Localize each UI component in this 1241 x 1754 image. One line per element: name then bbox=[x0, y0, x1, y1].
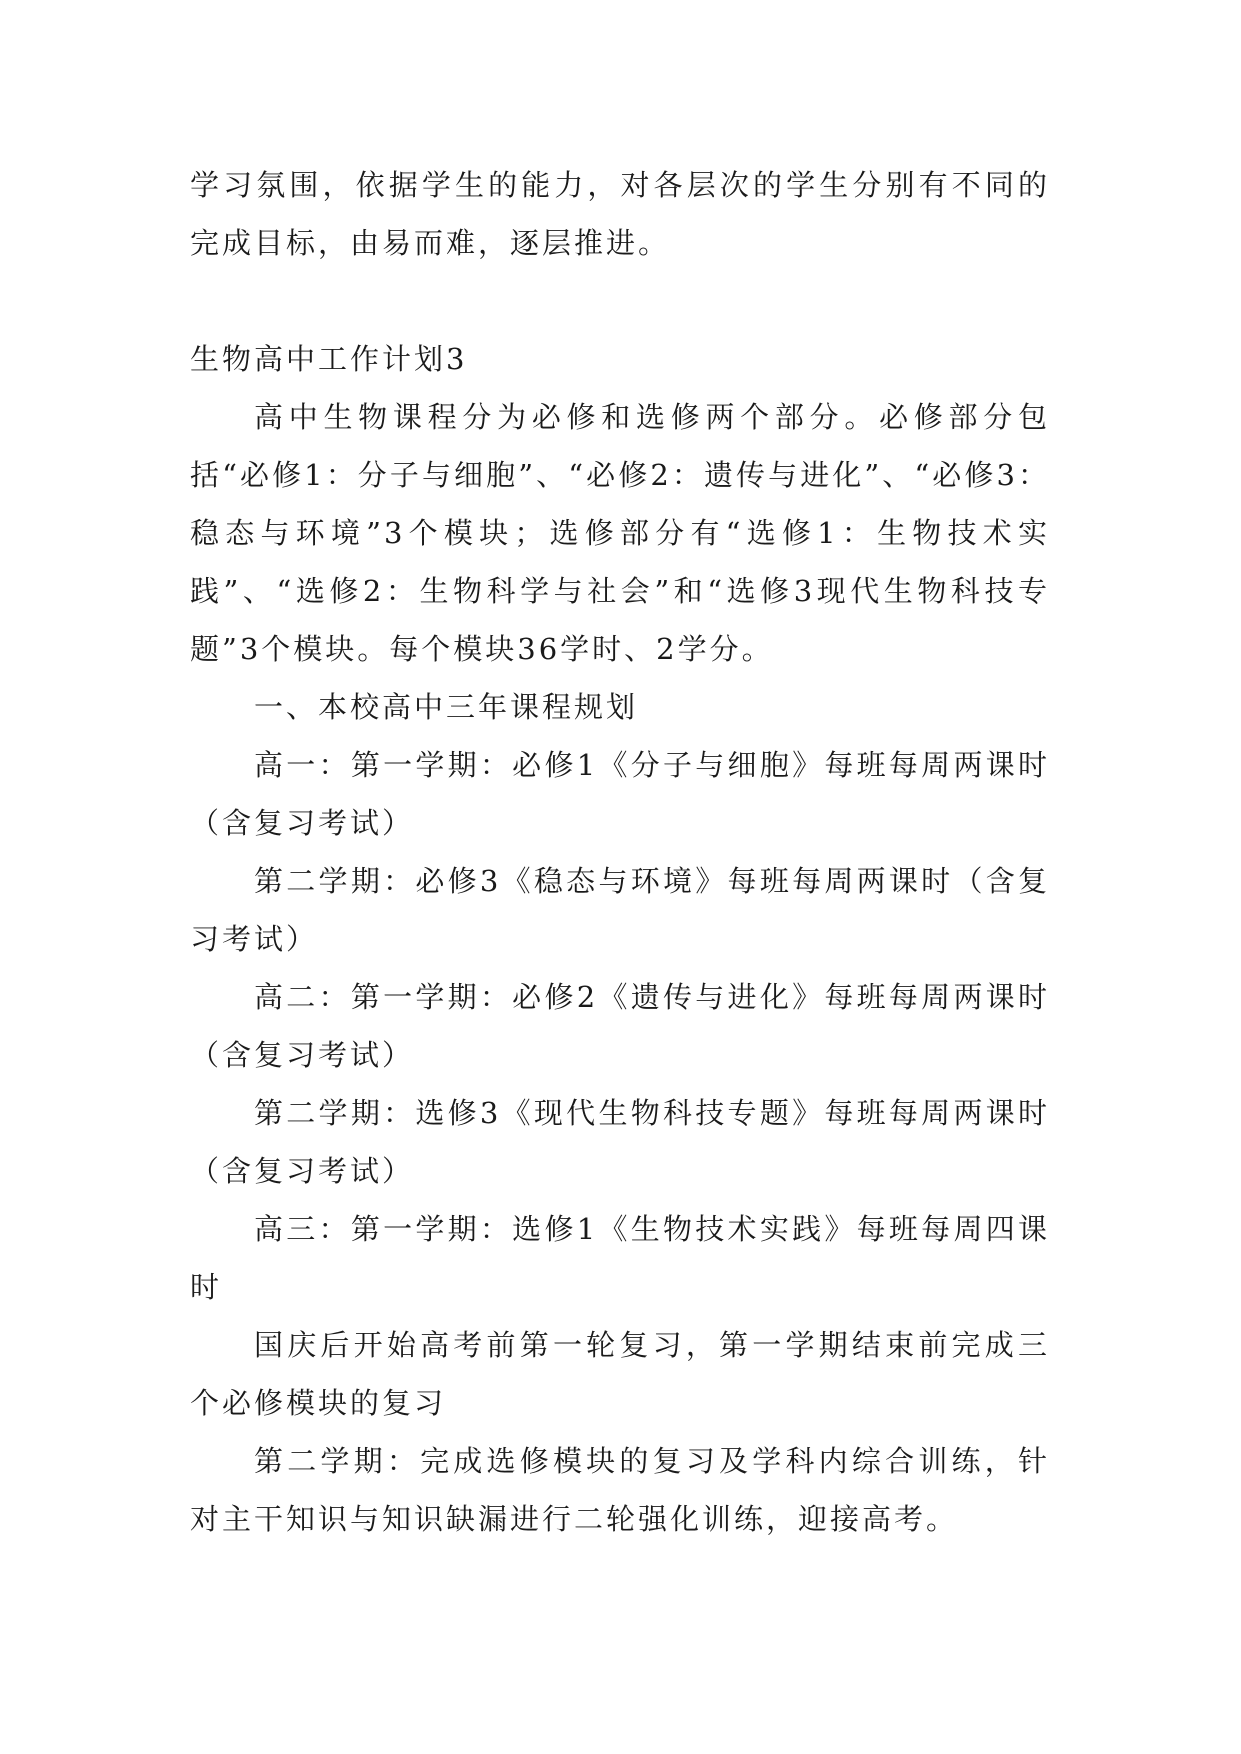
paragraph-grade3-term1: 高三：第一学期：选修1《生物技术实践》每班每周四课时 bbox=[190, 1212, 1050, 1304]
heading-three-year-plan: 一、本校高中三年课程规划 bbox=[254, 690, 639, 724]
paragraph-course-overview: 高中生物课程分为必修和选修两个部分。必修部分包括“必修1：分子与细胞”、“必修2：遗传与进化”、“必修3：稳态与环境”3个模块；选修部分有“选修1：生物技术实践”、“选修2：生物科学与社会”和“选修3现代生物科技专题”3个模块。每个模块36学时、2学分。 bbox=[190, 400, 1050, 666]
paragraph-grade1-term2: 第二学期：必修3《稳态与环境》每班每周两课时（含复习考试） bbox=[190, 864, 1050, 956]
paragraph-review-first-round: 国庆后开始高考前第一轮复习，第一学期结束前完成三个必修模块的复习 bbox=[190, 1328, 1050, 1420]
section-title: 生物高中工作计划3 bbox=[190, 342, 468, 376]
document-body bbox=[190, 156, 1050, 1548]
paragraph-grade2-term2: 第二学期：选修3《现代生物科技专题》每班每周两课时（含复习考试） bbox=[190, 1096, 1050, 1188]
paragraph-grade3-term2: 第二学期：完成选修模块的复习及学科内综合训练，针对主干知识与知识缺漏进行二轮强化训练，迎接高考。 bbox=[190, 1444, 1050, 1536]
paragraph-grade1-term1: 高一：第一学期：必修1《分子与细胞》每班每周两课时（含复习考试） bbox=[190, 748, 1050, 840]
paragraph-grade2-term1: 高二：第一学期：必修2《遗传与进化》每班每周两课时（含复习考试） bbox=[190, 980, 1050, 1072]
paragraph-continuation: 学习氛围，依据学生的能力，对各层次的学生分别有不同的完成目标，由易而难，逐层推进。 bbox=[190, 168, 1050, 260]
